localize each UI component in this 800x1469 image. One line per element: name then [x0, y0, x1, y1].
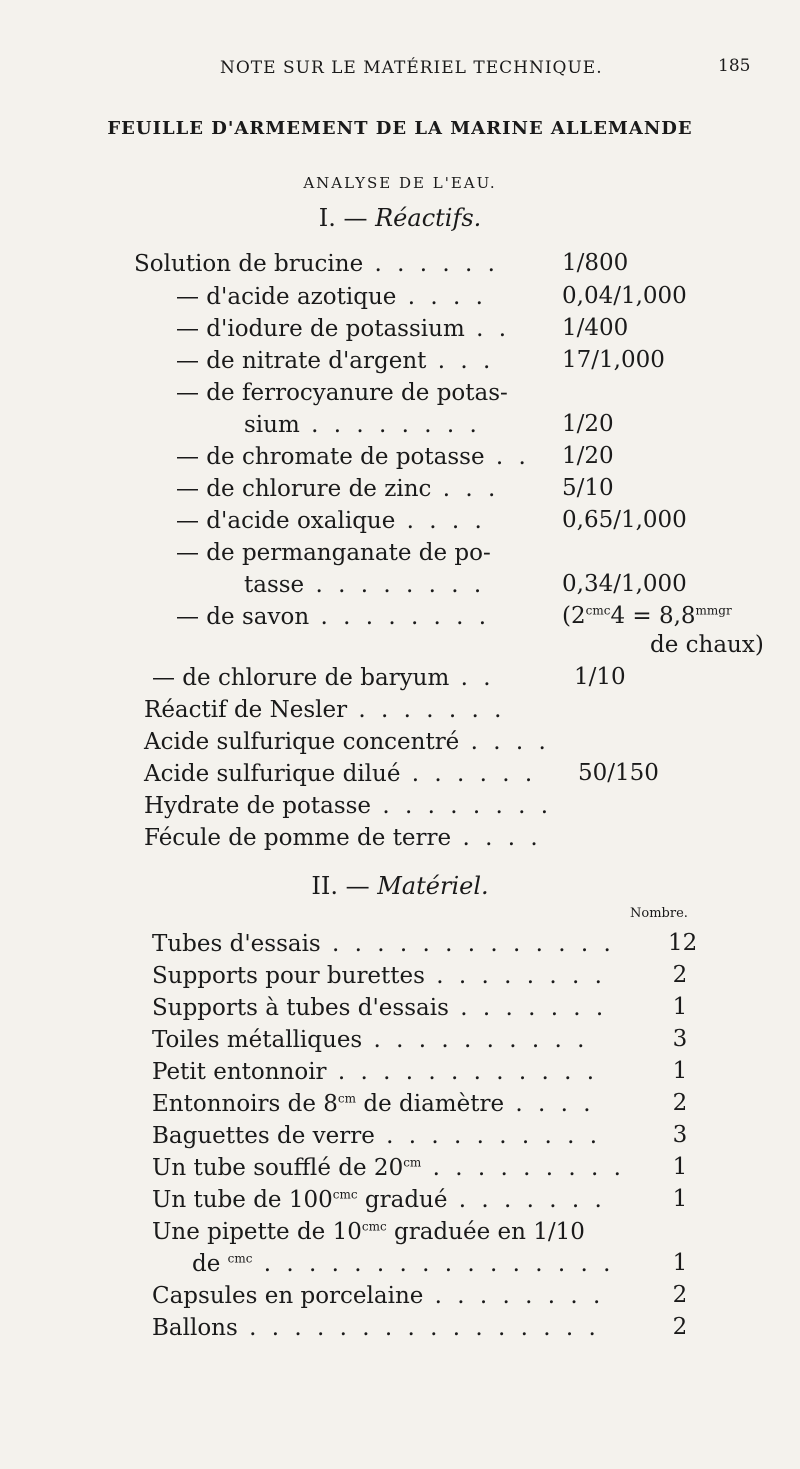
material-quantity: 3	[672, 1026, 688, 1052]
reagent-label	[176, 475, 499, 503]
dot-leaders: . . . . . . .	[447, 1187, 606, 1213]
reagent-label	[176, 315, 510, 343]
section-title: Réactifs.	[375, 204, 482, 232]
material-name: Ballons	[152, 1315, 238, 1341]
section-heading-reactifs	[0, 204, 800, 232]
material-item	[152, 962, 606, 990]
material-quantity: 1	[672, 1250, 688, 1276]
reagent-concentration: 0,34/1,000	[562, 571, 687, 597]
reagent-name: — de nitrate d'argent	[176, 348, 427, 374]
reagent-label	[244, 411, 481, 439]
reagent-label	[144, 760, 536, 788]
reagent-label	[244, 571, 485, 599]
dot-leaders: . . .	[431, 476, 500, 502]
dot-leaders: . .	[464, 316, 511, 342]
material-name: Une pipette de $10^{cmc}$ graduée en 1/10	[152, 1219, 585, 1245]
reagent-label	[176, 283, 487, 311]
reagent-concentration: 0,04/1,000	[562, 283, 687, 309]
reagent-label	[176, 443, 530, 471]
material-quantity: 12	[668, 930, 698, 956]
material-quantity: 2	[672, 1090, 688, 1116]
dot-leaders: . . . . . . . . . . . . . . . .	[237, 1315, 600, 1341]
reagent-concentration: 1/10	[574, 664, 626, 690]
reagent-label	[176, 539, 491, 567]
reagent-concentration: ($2^{cmc}4 = 8,8^{mmgr}$	[562, 603, 732, 629]
dot-leaders: . . . . . .	[400, 761, 537, 787]
reagent-label	[176, 379, 508, 407]
reagent-concentration: 1/20	[562, 411, 614, 437]
material-item	[152, 1058, 598, 1086]
dot-leaders: . . . .	[396, 284, 487, 310]
reagent-name: — d'iodure de potassium	[176, 316, 465, 342]
material-name: Tubes d'essais	[152, 931, 321, 957]
dot-leaders: . . . .	[451, 825, 542, 851]
section-title: Matériel.	[377, 872, 489, 900]
reagent-name: — de chromate de potasse	[176, 444, 485, 470]
dot-leaders: . . . . . .	[363, 251, 499, 277]
reagent-name: Solution de brucine	[134, 251, 364, 277]
section-heading-materiel	[0, 872, 800, 900]
dot-leaders: . . . . . . . .	[309, 604, 491, 630]
section-number: I. —	[318, 204, 368, 232]
dot-leaders: . . . . . . . .	[304, 572, 486, 598]
dot-leaders: . . . . . . .	[347, 697, 506, 723]
material-quantity: 1	[672, 1154, 688, 1180]
reagent-concentration: 50/150	[578, 760, 659, 786]
reagent-concentration: 0,65/1,000	[562, 507, 687, 533]
material-quantity: 2	[672, 962, 688, 988]
material-quantity: 1	[672, 1058, 688, 1084]
reagent-label	[176, 603, 490, 631]
material-item	[152, 1186, 606, 1214]
reagent-name: tasse	[244, 572, 305, 598]
dot-leaders: . .	[484, 444, 530, 470]
material-name: Petit entonnoir	[152, 1059, 327, 1085]
material-item	[152, 1154, 625, 1182]
reagent-name: Acide sulfurique dilué	[144, 761, 401, 787]
material-item	[152, 1122, 601, 1150]
dot-leaders: . . . . . . . . . . . . . . . .	[252, 1251, 615, 1277]
dot-leaders: . . . . . . . . . . . .	[326, 1059, 599, 1085]
material-quantity: 1	[672, 994, 688, 1020]
material-name: Baguettes de verre	[152, 1123, 375, 1149]
page-number: 185	[718, 56, 751, 76]
reagent-label	[152, 664, 495, 692]
reagent-name: — de chlorure de zinc	[176, 476, 432, 502]
reagent-name: — d'acide azotique	[176, 284, 397, 310]
dot-leaders: . .	[449, 665, 495, 691]
material-name: Supports à tubes d'essais	[152, 995, 449, 1021]
material-quantity: 2	[672, 1282, 688, 1308]
material-item	[152, 1218, 585, 1246]
material-quantity: 2	[672, 1314, 688, 1340]
reagent-concentration: 5/10	[562, 475, 614, 501]
material-name: de $^{cmc}$	[192, 1251, 253, 1277]
material-item	[152, 1314, 600, 1342]
dot-leaders: . . . . . . . .	[371, 793, 553, 819]
reagent-concentration: 1/20	[562, 443, 614, 469]
material-quantity: 1	[672, 1186, 688, 1212]
document-title: FEUILLE D'ARMEMENT DE LA MARINE ALLEMANDE	[107, 118, 693, 139]
reagent-concentration: 17/1,000	[562, 347, 665, 373]
reagent-name: — d'acide oxalique	[176, 508, 396, 534]
reagent-name: — de permanganate de po-	[176, 540, 491, 566]
material-item	[152, 1090, 595, 1118]
material-item	[152, 1282, 604, 1310]
reagent-name: — de ferrocyanure de potas-	[176, 380, 508, 406]
reagent-label	[134, 250, 499, 278]
dot-leaders: . . . . . . . .	[424, 963, 606, 989]
dot-leaders: . . . .	[459, 729, 550, 755]
material-name: Un tube soufflé de $20^{cm}$	[152, 1155, 422, 1181]
dot-leaders: . . . . . . . . .	[421, 1155, 625, 1181]
dot-leaders: . . . . . . . . . .	[362, 1027, 589, 1053]
material-quantity: 3	[672, 1122, 688, 1148]
dot-leaders: . . . .	[395, 508, 486, 534]
material-item	[152, 994, 607, 1022]
reagent-name: — de savon	[176, 604, 310, 630]
reagent-name: sium	[244, 412, 300, 438]
dot-leaders: . . . . . . . . . .	[374, 1123, 602, 1149]
reagent-label	[144, 696, 505, 724]
material-item	[152, 930, 615, 958]
reagent-label	[176, 347, 494, 375]
document-subtitle: ANALYSE DE L'EAU.	[303, 174, 497, 192]
reagent-label	[144, 728, 550, 756]
material-name: Entonnoirs de $8^{cm}$ de diamètre	[152, 1091, 505, 1117]
material-name: Toiles métalliques	[152, 1027, 363, 1053]
dot-leaders: . . . . . . . . . . . . .	[320, 931, 615, 957]
reagent-name: Fécule de pomme de terre	[144, 825, 452, 851]
dot-leaders: . . . . . . . .	[423, 1283, 605, 1309]
running-head: NOTE SUR LE MATÉRIEL TECHNIQUE.	[220, 58, 603, 78]
dot-leaders: . . .	[426, 348, 495, 374]
reagent-concentration: de chaux)	[650, 632, 764, 658]
reagent-name: Acide sulfurique concentré	[144, 729, 460, 755]
reagent-name: Réactif de Nesler	[144, 697, 348, 723]
material-name: Supports pour burettes	[152, 963, 425, 989]
material-item	[152, 1026, 588, 1054]
dot-leaders: . . . . . . . .	[299, 412, 481, 438]
material-name: Capsules en porcelaine	[152, 1283, 424, 1309]
material-name: Un tube de $100^{cmc}$ gradué	[152, 1187, 448, 1213]
dot-leaders: . . . . . . .	[448, 995, 608, 1021]
reagent-concentration: 1/800	[562, 250, 629, 276]
dot-leaders: . . . .	[504, 1091, 595, 1117]
reagent-label	[176, 507, 486, 535]
reagent-name: — de chlorure de baryum	[152, 665, 450, 691]
section-number: II. —	[311, 872, 370, 900]
material-item	[192, 1250, 614, 1278]
reagent-label	[144, 824, 542, 852]
reagent-label	[144, 792, 552, 820]
reagent-concentration: 1/400	[562, 315, 629, 341]
column-header-nombre: Nombre.	[630, 906, 688, 921]
reagent-name: Hydrate de potasse	[144, 793, 372, 819]
